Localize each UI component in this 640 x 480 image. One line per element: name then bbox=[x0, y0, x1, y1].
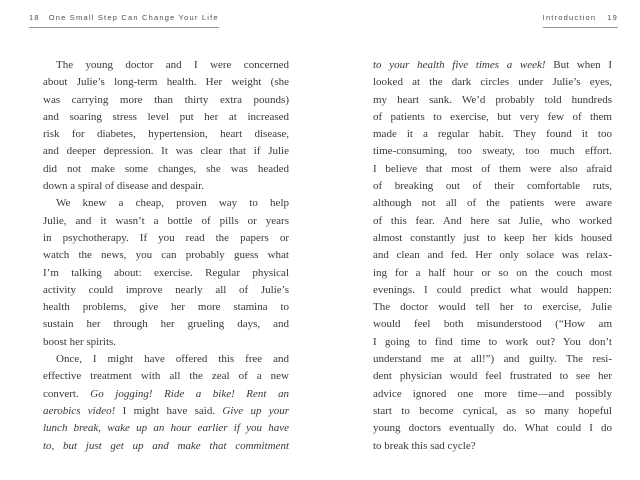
text-line bbox=[43, 213, 289, 230]
text-line bbox=[373, 143, 612, 160]
text-line bbox=[43, 161, 289, 178]
text-line bbox=[373, 299, 612, 316]
text-run: to break this sad cycle? bbox=[373, 439, 476, 452]
text-line bbox=[373, 178, 612, 195]
text-run: was carrying more than thirty extra pounds) bbox=[43, 93, 289, 106]
text-run: down a spiral of disease and despair. bbox=[43, 180, 204, 193]
text-line bbox=[43, 282, 289, 299]
text-run: in psychotherapy. If you read the papers or bbox=[43, 231, 289, 244]
text-run: and clean and fed. Her only solace was relax- bbox=[373, 249, 612, 262]
text-run: almost constantly just to keep her kids housed bbox=[373, 231, 612, 244]
text-line bbox=[373, 126, 612, 143]
text-run: health problems, give her more stamina to bbox=[43, 301, 289, 314]
text-line bbox=[43, 386, 289, 403]
text-line bbox=[43, 247, 289, 264]
italic-text-run: lunch break, wake up an hour earlier if you have bbox=[43, 422, 289, 435]
text-line bbox=[373, 57, 612, 74]
left-page-header bbox=[29, 13, 219, 28]
right-running-head: Introduction bbox=[542, 13, 597, 22]
text-run: I might have said. bbox=[115, 404, 223, 417]
text-line bbox=[43, 143, 289, 160]
italic-text-run: aerobics video! bbox=[43, 404, 116, 417]
right-page-header bbox=[543, 13, 618, 28]
text-line bbox=[43, 368, 289, 385]
text-line bbox=[373, 247, 612, 264]
text-line bbox=[373, 386, 612, 403]
text-line bbox=[373, 438, 612, 455]
text-run: evenings. I could predict what would happen: bbox=[373, 283, 612, 296]
text-run: looked at the dark circles under Julie’s eyes, bbox=[373, 76, 612, 89]
text-run: ing for a half hour or so on the couch most bbox=[373, 266, 612, 279]
text-line bbox=[43, 403, 289, 420]
text-line bbox=[373, 230, 612, 247]
text-run: But when I bbox=[545, 59, 612, 71]
text-run: would feel both misunderstood (“How am bbox=[373, 318, 612, 331]
text-run: of breaking out of their comfortable ruts, bbox=[373, 180, 612, 193]
text-line bbox=[43, 57, 289, 74]
italic-text-run: to, but just get up and make that commitment bbox=[43, 439, 289, 452]
italic-text-run: Go jogging! Ride a bike! Rent an bbox=[90, 387, 290, 400]
right-page-text-column bbox=[373, 57, 612, 455]
text-run: activity could improve nearly all of Julie’s bbox=[43, 283, 289, 296]
text-line bbox=[43, 195, 289, 212]
text-line bbox=[43, 334, 289, 351]
text-line bbox=[373, 109, 612, 126]
text-line bbox=[373, 334, 612, 351]
text-line bbox=[43, 299, 289, 316]
text-line bbox=[43, 351, 289, 368]
text-run: The doctor would tell her to exercise, Julie bbox=[373, 301, 612, 314]
left-running-head: One Small Step Can Change Your Life bbox=[48, 13, 219, 22]
text-run: sustain her through her grueling days, and bbox=[43, 318, 289, 331]
text-line bbox=[373, 74, 612, 91]
text-line bbox=[43, 265, 289, 282]
left-page-number: 18 bbox=[29, 13, 40, 22]
text-run: I believe that most of them were also afraid bbox=[373, 162, 612, 175]
text-run: and soaring stress level put her at increased bbox=[43, 110, 289, 123]
text-line bbox=[43, 74, 289, 91]
text-run: Once, I might have offered this free and bbox=[56, 353, 289, 366]
text-run: Julie, and it wasn’t a bottle of pills or years bbox=[43, 214, 289, 227]
text-run: advice ignored one more time—and possibly bbox=[373, 387, 612, 400]
text-line bbox=[373, 282, 612, 299]
left-page-text-column bbox=[43, 57, 289, 455]
text-line bbox=[373, 195, 612, 212]
text-run: understand me at all!”) and guilty. The resi- bbox=[373, 353, 612, 366]
text-run: my heart sank. We’d probably told hundreds bbox=[373, 93, 612, 106]
text-line bbox=[43, 92, 289, 109]
text-line bbox=[373, 316, 612, 333]
text-run: risk for diabetes, hypertension, heart disease, bbox=[43, 128, 289, 141]
text-run: young doctors eventually do. What could I do bbox=[373, 422, 612, 435]
text-line bbox=[43, 109, 289, 126]
italic-text-run: Give up your bbox=[222, 404, 289, 417]
text-run: dent physician would feel frustrated to see her bbox=[373, 370, 612, 383]
text-line bbox=[43, 316, 289, 333]
text-line bbox=[373, 403, 612, 420]
text-run: and deeper depression. It was clear that if Julie bbox=[43, 145, 289, 158]
text-run: time-consuming, too sweaty, too much effort. bbox=[373, 145, 612, 158]
text-line bbox=[373, 213, 612, 230]
text-line bbox=[43, 126, 289, 143]
text-run: of this fear. And here sat Julie, who worked bbox=[373, 214, 612, 227]
text-run: made it a regular habit. They found it too bbox=[373, 128, 612, 141]
text-line bbox=[373, 265, 612, 282]
text-line bbox=[373, 92, 612, 109]
text-line bbox=[43, 438, 289, 455]
text-run: start to become cynical, as so many hopeful bbox=[373, 404, 612, 417]
text-run: We knew a cheap, proven way to help bbox=[56, 197, 289, 210]
text-run: of patients to exercise, but very few of them bbox=[373, 110, 612, 123]
text-run: watch the news, you can probably guess what bbox=[43, 249, 289, 262]
text-run: I’m talking about: exercise. Regular physical bbox=[43, 266, 289, 279]
text-run: boost her spirits. bbox=[43, 335, 117, 348]
italic-text-run: to your health five times a week! bbox=[373, 59, 546, 71]
right-page-number: 19 bbox=[607, 13, 618, 22]
text-run: did not make some changes, she was headed bbox=[43, 162, 289, 175]
text-run: although not all of the patients were aware bbox=[373, 197, 612, 210]
text-line bbox=[43, 230, 289, 247]
text-run: about Julie’s long-term health. Her weight (she bbox=[43, 76, 289, 89]
text-line bbox=[373, 351, 612, 368]
text-run: I going to find time to work out? You don’t bbox=[373, 335, 612, 348]
text-run: The young doctor and I were concerned bbox=[56, 59, 289, 71]
text-line bbox=[373, 368, 612, 385]
text-line bbox=[373, 420, 612, 437]
text-line bbox=[373, 161, 612, 178]
text-line bbox=[43, 420, 289, 437]
text-line bbox=[43, 178, 289, 195]
text-run: convert. bbox=[43, 387, 91, 400]
text-run: effective treatment with all the zeal of a new bbox=[43, 370, 289, 383]
